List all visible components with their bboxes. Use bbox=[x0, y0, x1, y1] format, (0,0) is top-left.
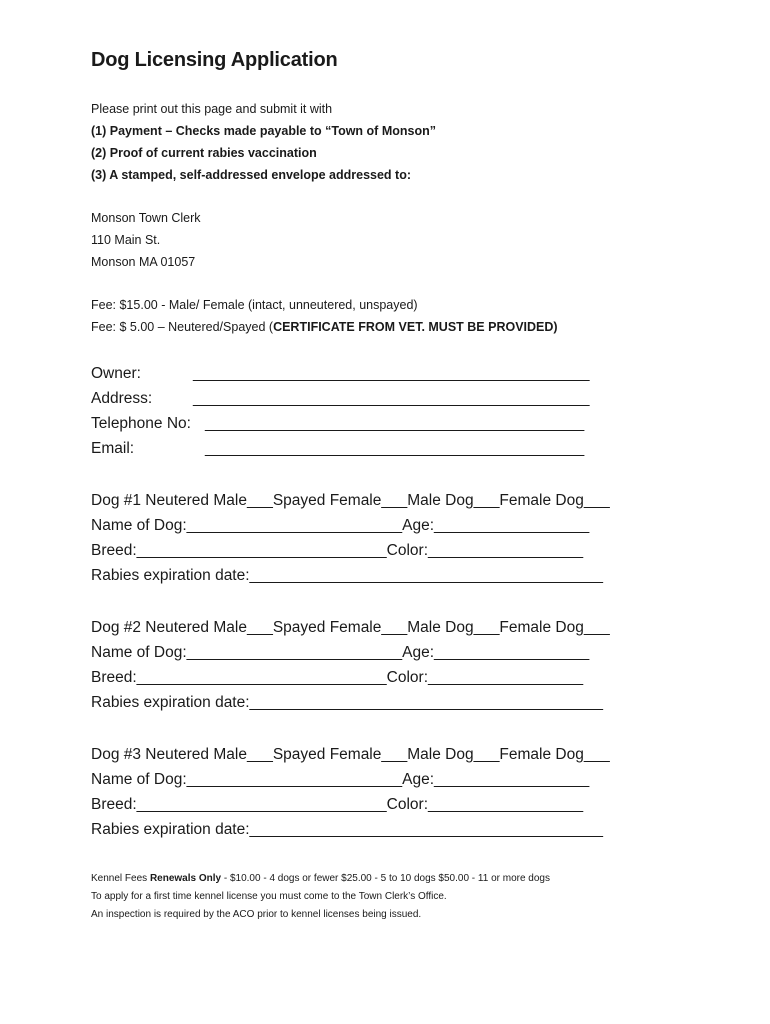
fee-certificate-note: CERTIFICATE FROM VET. MUST BE PROVIDED) bbox=[273, 320, 558, 334]
kennel-inspection-note: An inspection is required by the ACO prior to kennel licenses being issued. bbox=[91, 909, 422, 920]
address-row bbox=[91, 390, 590, 408]
dog-3-type-row[interactable]: Dog #3 Neutered Male___Spayed Female___Male Dog___Female Dog___ bbox=[91, 746, 610, 763]
dog-1-rabies-row[interactable]: Rabies expiration date:_________________________________________ bbox=[91, 567, 603, 584]
address-field[interactable]: ______________________________________________ bbox=[193, 390, 590, 407]
dog-3-rabies-row[interactable]: Rabies expiration date:_________________________________________ bbox=[91, 821, 603, 838]
owner-row bbox=[91, 365, 590, 383]
email-field[interactable]: ____________________________________________ bbox=[205, 440, 585, 457]
address-line-2: 110 Main St. bbox=[91, 233, 161, 247]
page-title: Dog Licensing Application bbox=[91, 49, 338, 71]
telephone-row bbox=[91, 415, 584, 433]
kennel-fee-schedule: - $10.00 - 4 dogs or fewer $25.00 - 5 to 10 dogs $50.00 - 11 or more dogs bbox=[221, 873, 550, 884]
dog-2-rabies-row[interactable]: Rabies expiration date:_________________________________________ bbox=[91, 694, 603, 711]
email-row bbox=[91, 440, 584, 458]
requirement-rabies-proof: (2) Proof of current rabies vaccination bbox=[91, 146, 317, 160]
fee-intact: Fee: $15.00 - Male/ Female (intact, unneutered, unspayed) bbox=[91, 298, 418, 312]
kennel-renewals-only: Renewals Only bbox=[149, 873, 222, 884]
owner-label: Owner: bbox=[91, 365, 141, 382]
intro-text: Please print out this page and submit it with bbox=[91, 102, 333, 116]
dog-2-breed-color-row[interactable]: Breed:_____________________________Color:__________________ bbox=[91, 669, 584, 686]
dog-1-breed-color-row[interactable]: Breed:_____________________________Color:__________________ bbox=[91, 542, 584, 559]
owner-field[interactable]: ______________________________________________ bbox=[193, 365, 590, 382]
address-label: Address: bbox=[91, 390, 153, 407]
dog-3-breed-color-row[interactable]: Breed:_____________________________Color:__________________ bbox=[91, 796, 584, 813]
kennel-first-time-note: To apply for a first time kennel license you must come to the Town Clerk’s Office. bbox=[91, 891, 447, 902]
kennel-fees bbox=[91, 873, 550, 884]
dog-1-type-row[interactable]: Dog #1 Neutered Male___Spayed Female___Male Dog___Female Dog___ bbox=[91, 492, 610, 509]
fee-neutered-text: Fee: $ 5.00 – Neutered/Spayed ( bbox=[91, 320, 274, 334]
dog-1-name-age-row[interactable]: Name of Dog:_________________________Age:__________________ bbox=[91, 517, 590, 534]
telephone-label: Telephone No: bbox=[91, 415, 191, 432]
dog-3-name-age-row[interactable]: Name of Dog:_________________________Age:__________________ bbox=[91, 771, 590, 788]
address-line-3: Monson MA 01057 bbox=[91, 255, 196, 269]
dog-2-type-row[interactable]: Dog #2 Neutered Male___Spayed Female___Male Dog___Female Dog___ bbox=[91, 619, 610, 636]
telephone-field[interactable]: ____________________________________________ bbox=[205, 415, 585, 432]
address-line-1: Monson Town Clerk bbox=[91, 211, 201, 225]
email-label: Email: bbox=[91, 440, 135, 457]
fee-neutered bbox=[91, 320, 558, 334]
dog-2-name-age-row[interactable]: Name of Dog:_________________________Age:__________________ bbox=[91, 644, 590, 661]
kennel-fees-label: Kennel Fees bbox=[91, 873, 150, 884]
requirement-envelope: (3) A stamped, self-addressed envelope addressed to: bbox=[91, 168, 412, 182]
requirement-payment: (1) Payment – Checks made payable to “Town of Monson” bbox=[91, 124, 436, 138]
